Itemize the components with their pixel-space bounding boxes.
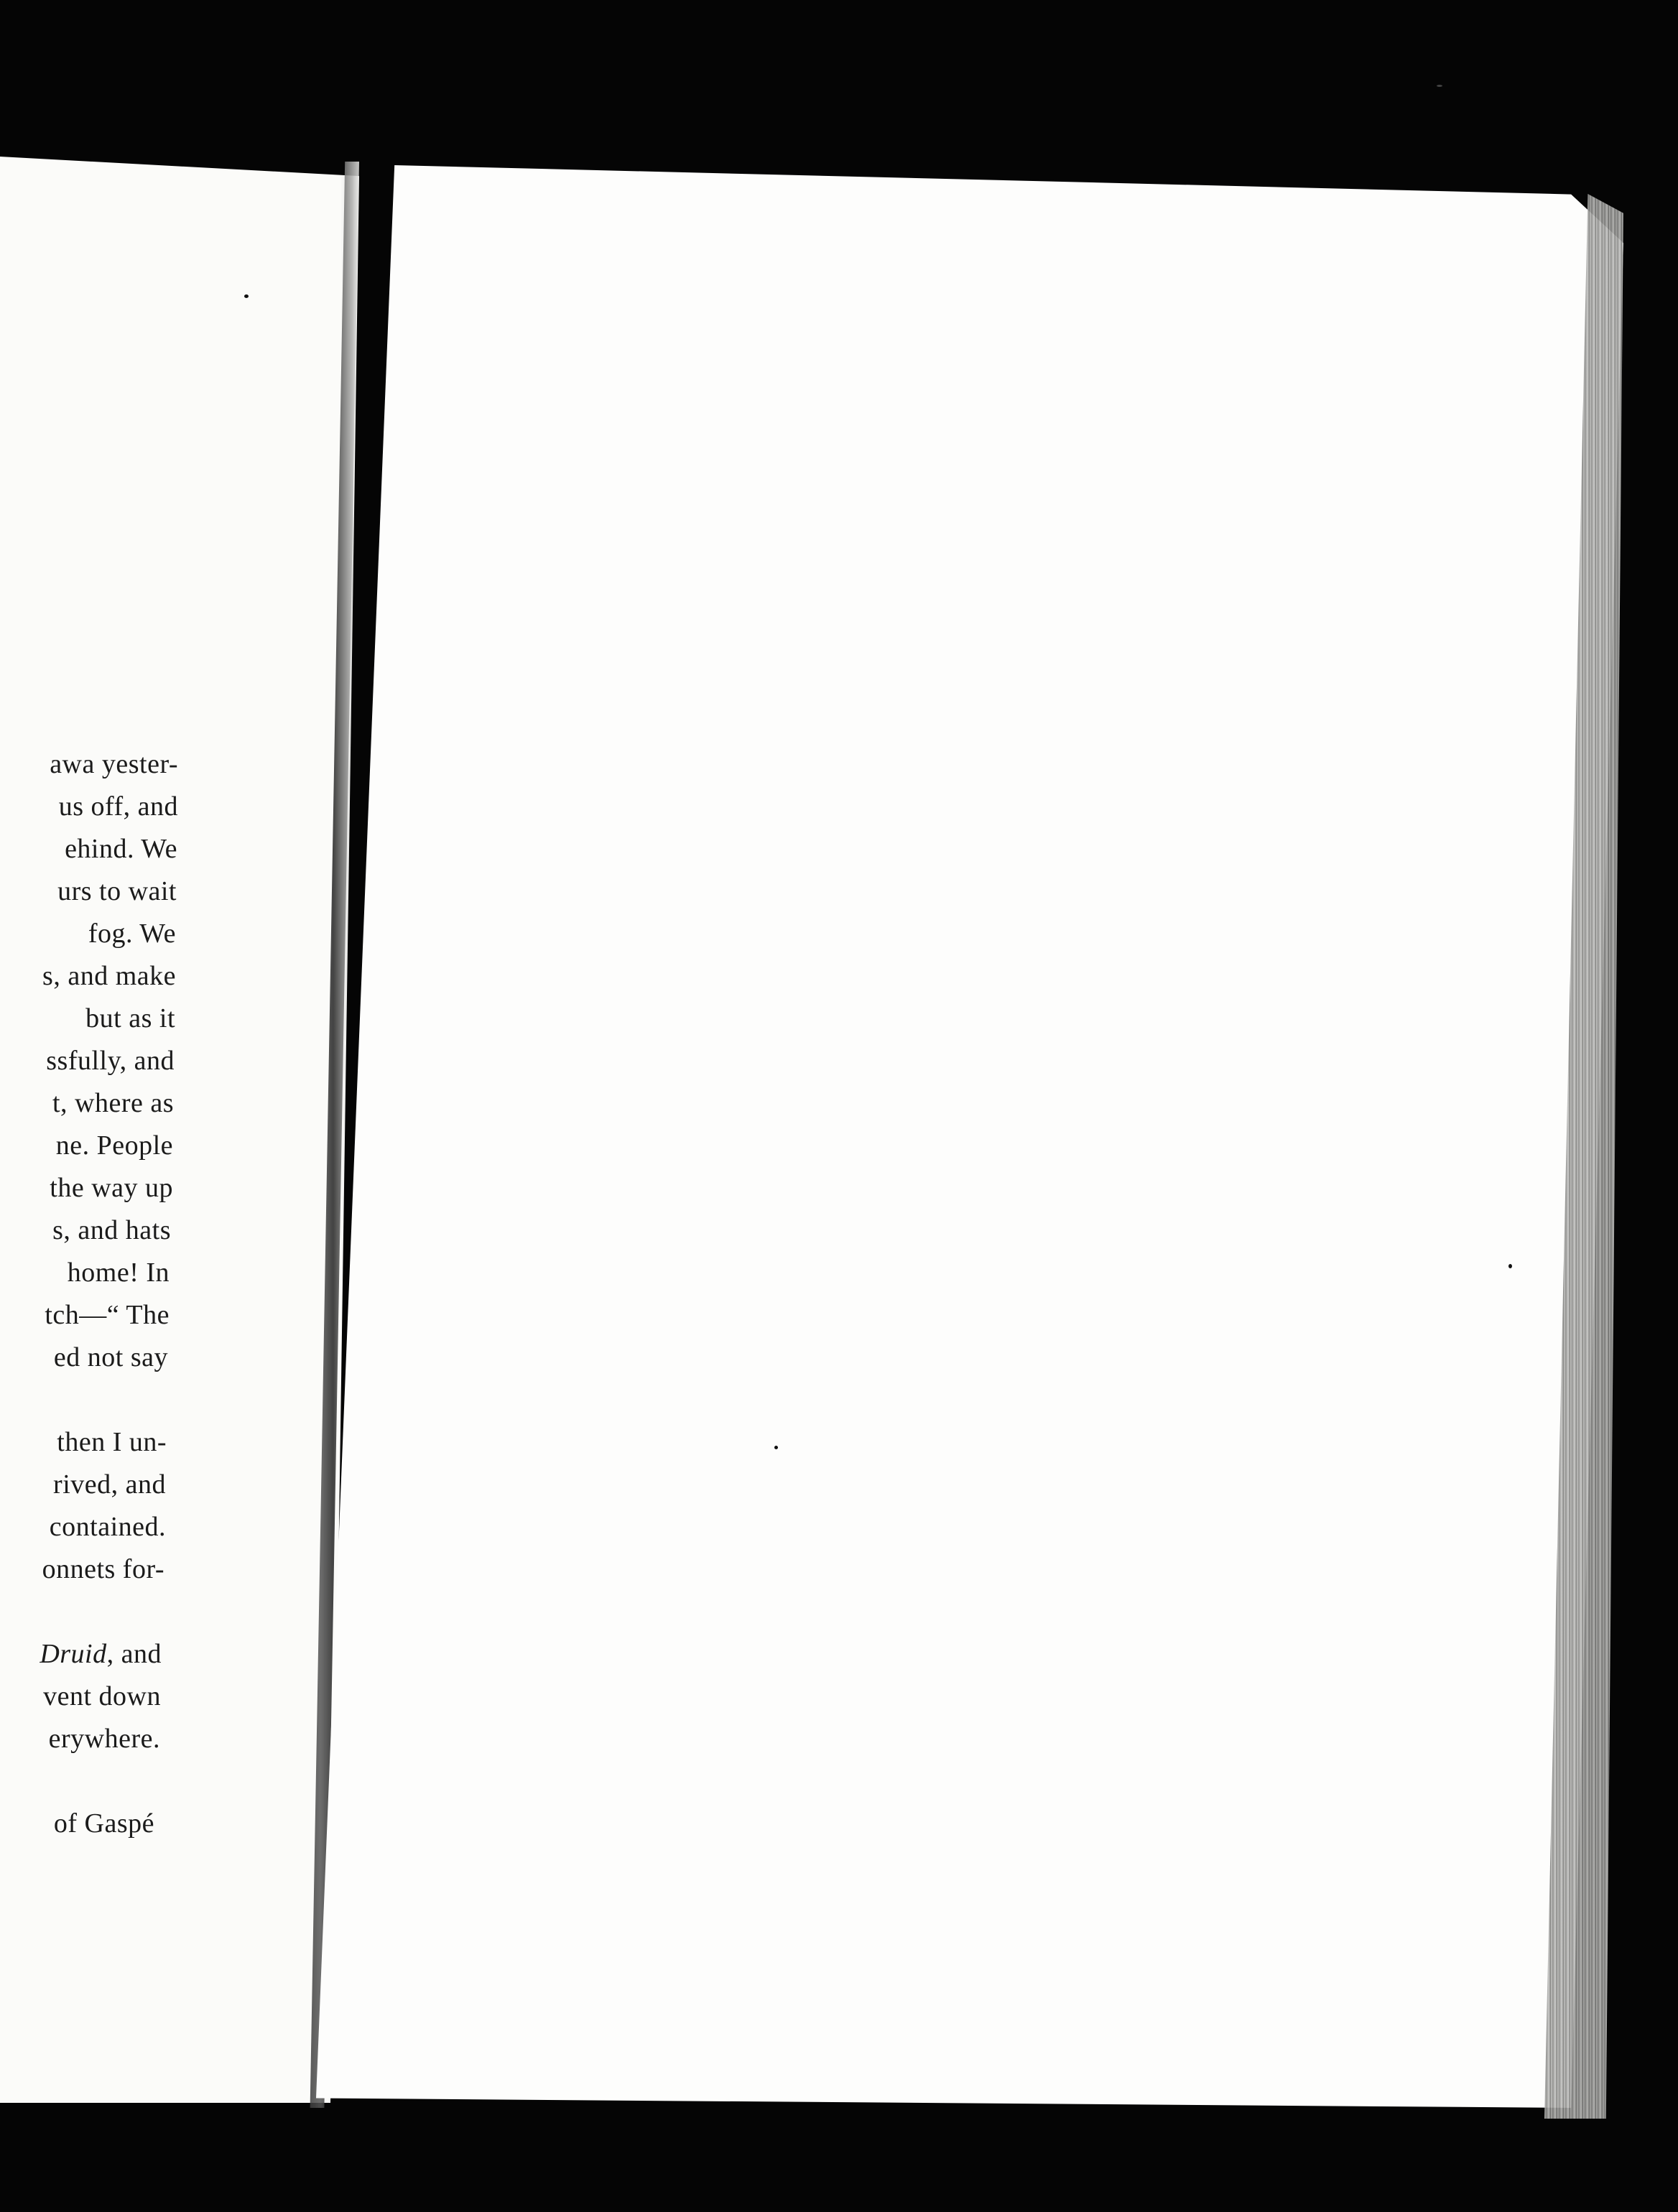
text-line: erywhere.: [48, 1724, 160, 1754]
text-fragment: , and: [106, 1639, 162, 1669]
text-line: ehind. We: [65, 834, 177, 864]
text-line: rived, and: [53, 1469, 166, 1500]
text-line: but as it: [85, 1003, 175, 1033]
text-line: contained.: [49, 1512, 166, 1542]
text-line: us off, and: [58, 791, 178, 822]
text-line: ed not say: [53, 1342, 168, 1372]
text-line: then I un-: [57, 1427, 167, 1457]
text-line: fog. We: [88, 919, 176, 949]
text-line: s, and hats: [52, 1215, 171, 1245]
text-line: vent down: [43, 1681, 161, 1711]
text-line: onnets for-: [42, 1554, 164, 1584]
text-line: awa yester-: [50, 749, 178, 779]
text-line: the way up: [50, 1173, 173, 1203]
text-line: of Gaspé: [53, 1808, 154, 1839]
text-line: urs to wait: [57, 876, 177, 906]
text-line: home! In: [67, 1258, 170, 1288]
left-page-text: [0, 743, 180, 1845]
text-line: s, and make: [42, 961, 176, 991]
text-line: ssfully, and: [46, 1046, 175, 1076]
right-page-blank: [316, 165, 1623, 2108]
ship-name: Druid: [40, 1639, 107, 1669]
text-line: tch—“ The: [45, 1300, 170, 1330]
text-line: t, where as: [52, 1088, 174, 1118]
text-line: ne. People: [55, 1130, 173, 1161]
text-line: [0, 1633, 162, 1676]
